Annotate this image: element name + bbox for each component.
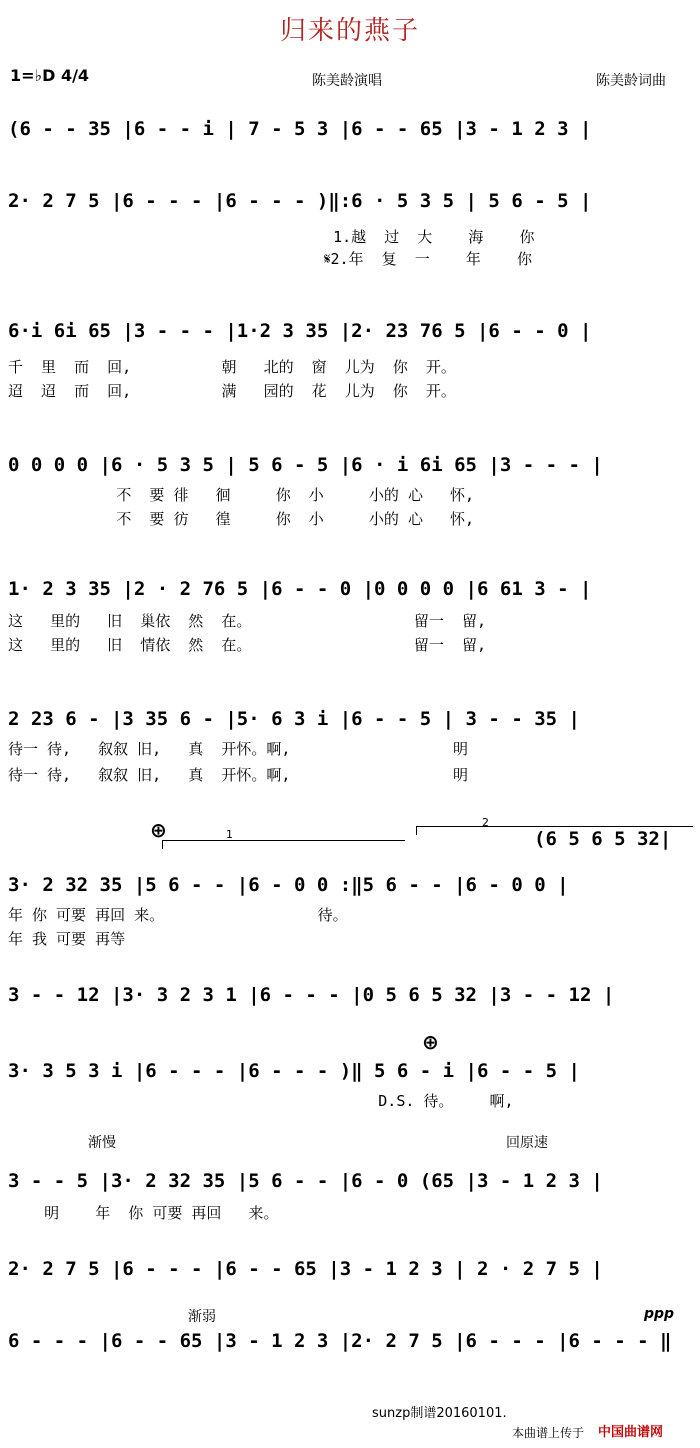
lyric-verse-2: 不 要 彷 徨 你 小 小的 心 怀, — [8, 510, 475, 528]
volta-label-2: 2 — [482, 816, 489, 829]
lyric-verse-1: 待一 待, 叙叙 旧, 真 开怀。啊, 明 — [8, 740, 468, 758]
lyric-verse-1: 1.越 过 大 海 你 — [8, 228, 535, 246]
pickup-notation: (6 5 6 5 32| — [534, 828, 672, 850]
notation: 2· 2 7 5 |6 - - - |6 - - - )‖:6 · 5 3 5 | 5 6 - 5 | — [8, 190, 592, 212]
lyric-verse-1: 千 里 而 回, 朝 北的 窗 儿为 你 开。 — [8, 358, 456, 376]
coda-sign-icon: ⊕ — [422, 1030, 439, 1054]
a-tempo-mark: 回原速 — [506, 1135, 548, 1151]
site-logo: 中国曲谱网 — [598, 1425, 664, 1440]
singer-credit: 陈美龄演唱 — [312, 73, 382, 89]
lyric-line: 明 年 你 可要 再回 来。 — [8, 1204, 279, 1222]
lyric-line: D.S. 待。 啊, — [8, 1092, 514, 1110]
notation: 3 - - 5 |3· 2 32 35 |5 6 - - |6 - 0 (65 |3 - 1 2 3 | — [8, 1170, 603, 1192]
lyric-verse-1: 年 你 可要 再回 来。 待。 — [8, 906, 348, 924]
notation: 3· 2 32 35 |5 6 - - |6 - 0 0 :‖5 6 - - |6 - 0 0 | — [8, 874, 569, 896]
volta-label-1: 1 — [226, 828, 233, 841]
notation: 2· 2 7 5 |6 - - - |6 - - 65 |3 - 1 2 3 | 2 · 2 7 5 | — [8, 1258, 603, 1280]
lyric-verse-1: 这 里的 旧 巢依 然 在。 留一 留, — [8, 612, 487, 630]
notation: 1· 2 3 35 |2 · 2 76 5 |6 - - 0 |0 0 0 0 |6 61 3 - | — [8, 578, 592, 600]
upload-note: 本曲谱上传于 — [512, 1426, 585, 1440]
notation: 0 0 0 0 |6 · 5 3 5 | 5 6 - 5 |6 · i 6i 65 |3 - - - | — [8, 454, 603, 476]
lyric-verse-2: 这 里的 旧 情依 然 在。 留一 留, — [8, 636, 487, 654]
notation: (6 - - 35 |6 - - i | 7 - 5 3 |6 - - 65 |3 - 1 2 3 | — [8, 118, 592, 140]
notation: 3 - - 12 |3· 3 2 3 1 |6 - - - |0 5 6 5 32 |3 - - 12 | — [8, 984, 615, 1006]
coda-sign-icon: ⊕ — [150, 818, 167, 842]
diminuendo-mark: 渐弱 — [188, 1309, 216, 1325]
volta-bracket-1 — [162, 840, 405, 849]
lyric-verse-2: 𝄋2.年 复 一 年 你 — [8, 250, 532, 268]
notation: 6 - - - |6 - - 65 |3 - 1 2 3 |2· 2 7 5 |6 - - - |6 - - - ‖ — [8, 1330, 672, 1352]
notation: 2 23 6 - |3 35 6 - |5· 6 3 i |6 - - 5 | 3 - - 35 | — [8, 708, 580, 730]
lyric-verse-1: 不 要 徘 徊 你 小 小的 心 怀, — [8, 486, 475, 504]
notation: 6·i 6i 65 |3 - - - |1·2 3 35 |2· 23 76 5 |6 - - 0 | — [8, 320, 592, 342]
composer-credit: 陈美龄词曲 — [596, 73, 666, 89]
lyric-verse-2: 待一 待, 叙叙 旧, 真 开怀。啊, 明 — [8, 766, 468, 784]
lyric-verse-2: 迢 迢 而 回, 满 园的 花 儿为 你 开。 — [8, 382, 456, 400]
notation: 3· 3 5 3 i |6 - - - |6 - - - )‖ 5 6 - i |6 - - 5 | — [8, 1060, 580, 1082]
key-signature: 1=♭D 4/4 — [10, 66, 90, 85]
dynamic-mark: ppp — [644, 1306, 675, 1322]
ritardando-mark: 渐慢 — [88, 1135, 116, 1151]
transcriber-credit: sunzp制谱20160101. — [372, 1406, 507, 1421]
song-title: 归来的燕子 — [279, 16, 420, 46]
lyric-verse-2: 年 我 可要 再等 — [8, 930, 126, 948]
